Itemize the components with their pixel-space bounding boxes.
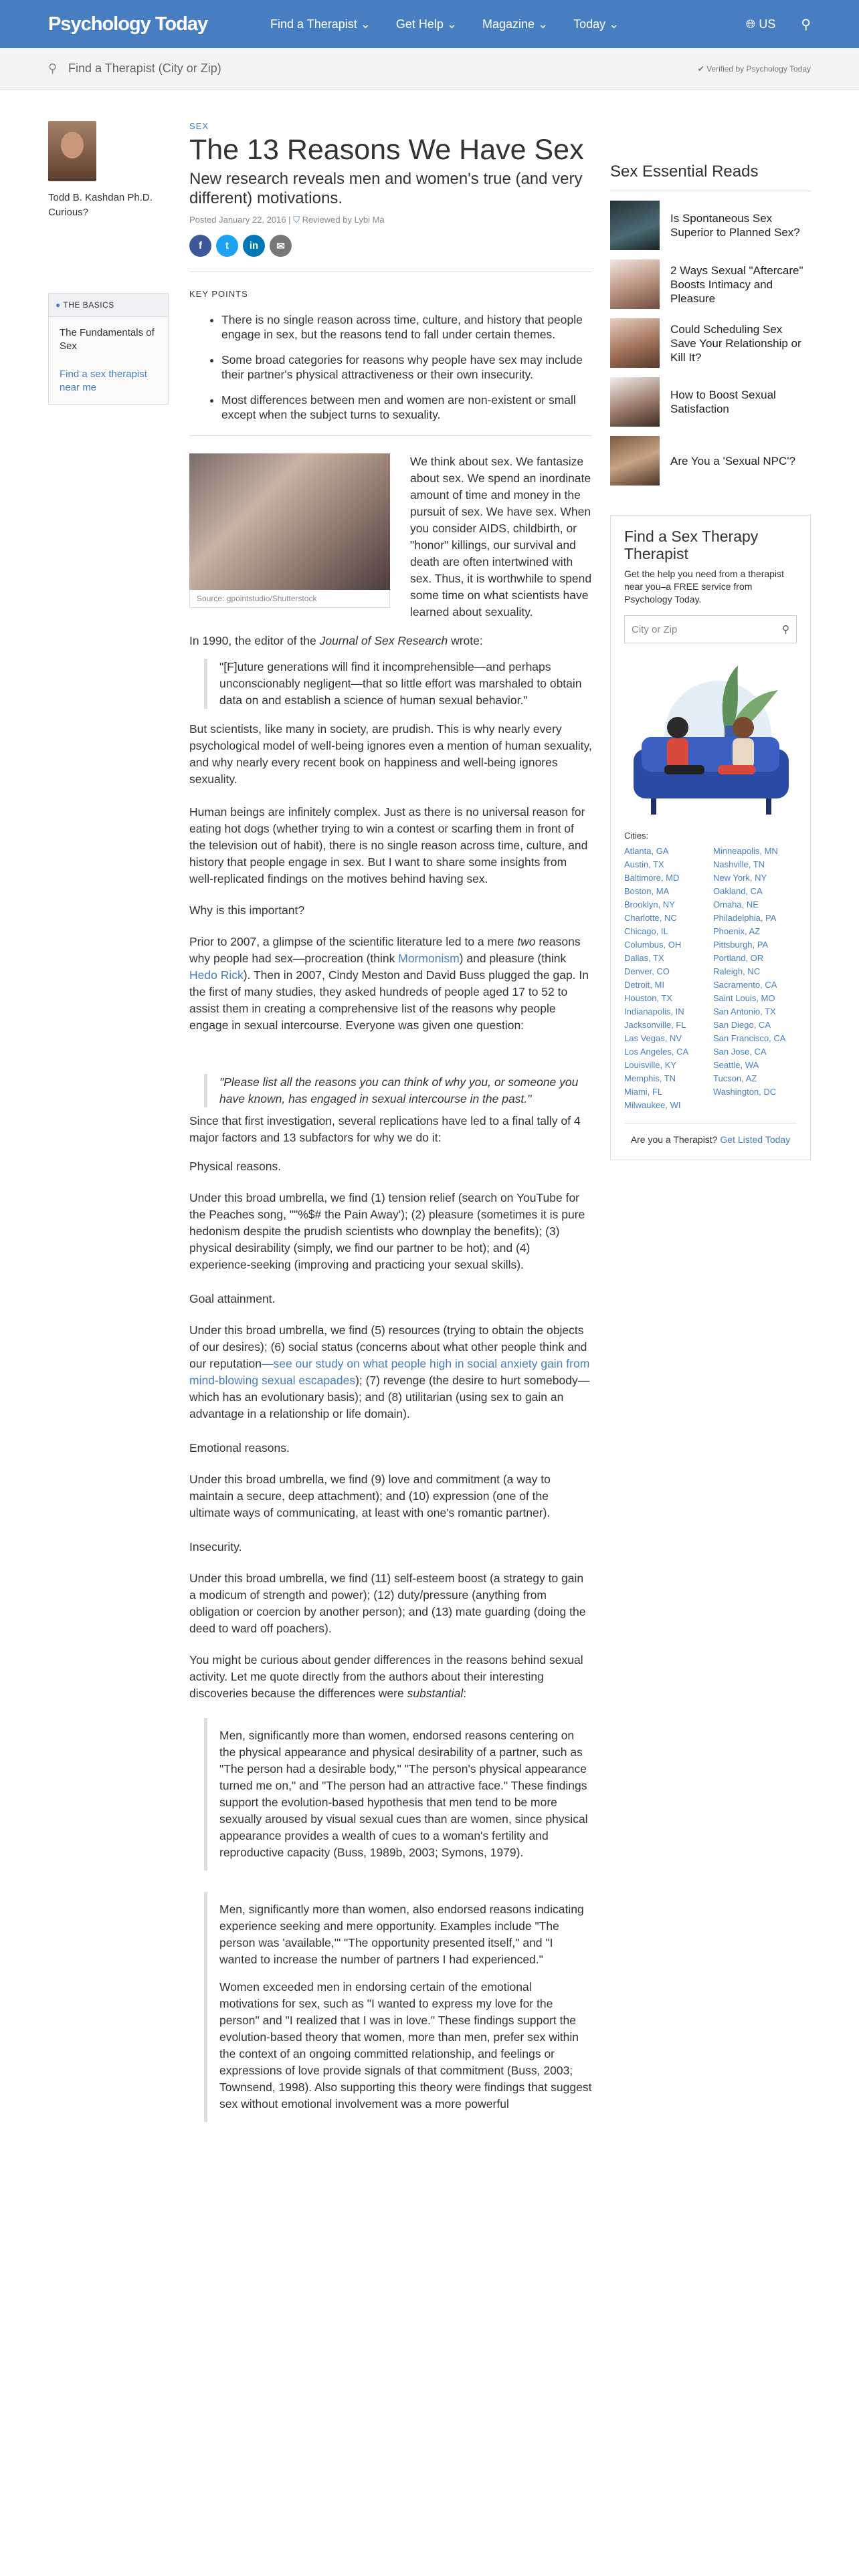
city-link[interactable]: San Francisco, CA — [713, 1033, 786, 1043]
article-meta: Posted January 22, 2016 | ⛉ Reviewed by Lybi Ma — [189, 215, 385, 225]
reviewed-by: Reviewed by Lybi Ma — [302, 215, 385, 225]
therapist-cta — [624, 1123, 797, 1146]
text: In 1990, the editor of the — [189, 634, 320, 647]
essential-read-item[interactable] — [610, 201, 811, 250]
divider — [189, 435, 592, 436]
therapist-search-bar — [0, 48, 859, 90]
read-title: 2 Ways Sexual "Aftercare" Boosts Intimacy and Pleasure — [670, 263, 803, 305]
key-points-heading: KEY POINTS — [189, 289, 248, 299]
essential-read-item[interactable] — [610, 377, 811, 427]
info-icon: ● — [56, 300, 61, 310]
city-link[interactable]: Miami, FL — [624, 1087, 663, 1097]
region-label: US — [759, 17, 776, 31]
blog-name[interactable]: Curious? — [48, 207, 89, 218]
article — [189, 121, 592, 2122]
key-point: • There is no single reason across time, culture, and history that people engage in sex, but the reasons tend to fall under certain themes. — [221, 312, 592, 342]
city-link[interactable]: Raleigh, NC — [713, 966, 761, 976]
city-link[interactable]: Pittsburgh, PA — [713, 940, 769, 950]
read-title: Could Scheduling Sex Save Your Relationship or Kill It? — [670, 322, 801, 364]
search-icon[interactable]: ⚲ — [782, 624, 789, 635]
essential-reads-heading: Sex Essential Reads — [610, 163, 811, 191]
section-heading: Physical reasons. — [189, 1160, 282, 1173]
city-link[interactable]: Boston, MA — [624, 886, 670, 896]
city-zip-input[interactable] — [624, 615, 797, 643]
journal-name: Journal of Sex Research — [319, 634, 448, 647]
read-title: Are You a 'Sexual NPC'? — [670, 454, 795, 467]
text: You might be curious about gender differences in the reasons behind sexual activity. Let me quote directly from the authors about their interesting discoveries because the differences were — [189, 1653, 583, 1700]
city-link[interactable]: Austin, TX — [624, 859, 664, 869]
essential-read-item[interactable] — [610, 259, 811, 309]
nav-today[interactable]: Today ⌄ — [573, 17, 619, 31]
author-name[interactable]: Todd B. Kashdan Ph.D. — [48, 192, 153, 203]
top-navigation-bar — [0, 0, 859, 48]
key-point: • Some broad categories for reasons why people have sex may include their partner's physical attractiveness or their own insecurity. — [221, 352, 592, 382]
read-thumbnail — [610, 318, 660, 368]
nav-get-help[interactable]: Get Help ⌄ — [395, 17, 457, 31]
basics-box — [48, 293, 169, 405]
city-link[interactable]: Charlotte, NC — [624, 913, 677, 923]
blockquote — [204, 1892, 592, 2122]
email-icon[interactable]: ✉︎ — [270, 235, 292, 257]
key-point: • Most differences between men and women are non-existent or small except when the subject turns to sexuality. — [221, 393, 592, 422]
city-link[interactable]: Washington, DC — [713, 1087, 777, 1097]
article-figure — [189, 453, 390, 608]
therapist-question: Are you a Therapist? — [630, 1134, 718, 1145]
verified-text: Verified by Psychology Today — [706, 64, 811, 74]
text: wrote: — [448, 634, 483, 647]
text: ) and pleasure (think — [459, 952, 567, 965]
author-avatar[interactable] — [48, 121, 96, 181]
read-thumbnail — [610, 377, 660, 427]
city-link[interactable]: Las Vegas, NV — [624, 1033, 682, 1043]
paragraph: But scientists, like many in society, are prudish. This is why nearly every psychological model of well-being ignores even a mention of human sexuality, and why nearly every recent book on happiness and well-being ignores sexuality. — [189, 722, 592, 786]
quote-paragraph: Women exceeded men in endorsing certain of the emotional motivations for sex, such as "I wanted to express my love for the person" and "I realized that I was in love." These findings support the evolution-based theory that women, more than men, prefer sex within the context of an ongoing committed relationship, and feelings or expressions of love provide signals of that commitment (Buss, 2003; Townsend, 1998). Also supporting this theory were findings that suggest sex without emotional involvement was a more powerful — [219, 1980, 592, 2111]
section-heading: Emotional reasons. — [189, 1441, 290, 1455]
site-logo[interactable]: Psychology Today — [48, 13, 208, 35]
read-thumbnail — [610, 436, 660, 486]
section-heading: Insecurity. — [189, 1540, 242, 1553]
blockquote: "Please list all the reasons you can think of why you, or someone you have known, has engaged in sexual intercourse in the past." — [204, 1074, 592, 1107]
paragraph — [189, 633, 592, 649]
read-title: Is Spontaneous Sex Superior to Planned Sex? — [670, 212, 800, 239]
region-selector[interactable] — [746, 17, 775, 31]
paragraph: Human beings are infinitely complex. Just as there is no universal reason for eating hot dogs (whether trying to win a contest or scarfing them in front of the television out of habit), there is no single reason across time, culture, and history that people engage in sex. But I want to share some insights from well-replicated findings on the motives behind having sex. — [189, 805, 588, 885]
section-heading: Goal attainment. — [189, 1292, 276, 1305]
text: reasons why people had sex—procreation (think — [189, 935, 581, 965]
facebook-icon[interactable]: f — [189, 235, 211, 257]
blockquote: "[F]uture generations will find it incomprehensible—and perhaps unconscionably negligent—that so little effort was marshaled to obtain data on and establish a science of human sexual behavior." — [204, 659, 592, 709]
blockquote: Men, significantly more than women, endorsed reasons centering on the physical appearance and physical desirability of a partner, such as "The person had a desirable body," "The person's physical appearance turned me on," and "The person had an attractive face." These findings support the evolution-based hypothesis that men tend to be more sexually aroused by visual sexual cues than are women, since physical appearance provides a wealth of cues to a woman's fertility and reproductive capacity (Buss, 1989b, 2003; Symons, 1979). — [204, 1718, 592, 1870]
paragraph: We think about sex. We fantasize about sex. We spend an inordinate amount of time and money in the pursuit of sex. We have sex. When you consider AIDS, childbirth, or "honor" killings, our survival and death are often intertwined with sex. Thus, it is worthwhile to spend some time on what scientists have learned about sexuality. — [410, 455, 592, 619]
city-link[interactable]: San Antonio, TX — [713, 1006, 776, 1016]
search-icon[interactable]: ⚲ — [801, 17, 811, 32]
city-link[interactable]: Dallas, TX — [624, 953, 664, 963]
get-listed-link[interactable]: Get Listed Today — [720, 1134, 791, 1145]
essential-read-item[interactable] — [610, 318, 811, 368]
basics-heading-text: THE BASICS — [63, 300, 114, 310]
therapy-illustration — [624, 655, 797, 823]
article-subtitle: New research reveals men and women's true (and very different) motivations. — [189, 170, 583, 207]
posted-date: Posted January 22, 2016 — [189, 215, 286, 225]
city-link[interactable]: New York, NY — [713, 873, 767, 883]
find-sex-therapist-link[interactable]: Find a sex therapist near me — [60, 368, 147, 393]
mormonism-link[interactable]: Mormonism — [398, 952, 460, 965]
author-card — [48, 121, 169, 220]
text: Prior to 2007, a glimpse of the scientific literature led to a mere — [189, 935, 518, 948]
input-placeholder: City or Zip — [632, 624, 678, 635]
city-list — [624, 845, 797, 1112]
city-link[interactable]: Nashville, TN — [713, 859, 765, 869]
city-link[interactable]: Louisville, KY — [624, 1060, 677, 1070]
paragraph — [189, 1322, 592, 1422]
city-link[interactable]: Baltimore, MD — [624, 873, 680, 883]
key-points-list — [189, 312, 592, 422]
city-link[interactable]: Omaha, NE — [713, 899, 759, 909]
city-link[interactable]: Detroit, MI — [624, 980, 664, 990]
city-link[interactable]: Phoenix, AZ — [713, 926, 761, 936]
text: two — [517, 935, 536, 948]
city-link[interactable]: Denver, CO — [624, 966, 670, 976]
main-nav — [270, 17, 619, 31]
paragraph — [189, 1652, 592, 1702]
cities-label: Cities: — [624, 831, 649, 841]
therapy-subtitle: Get the help you need from a therapist near you–a FREE service from Psychology Today. — [624, 568, 784, 605]
linkedin-icon[interactable]: in — [243, 235, 265, 257]
city-link[interactable]: Columbus, OH — [624, 940, 682, 950]
basics-heading — [49, 294, 168, 317]
basics-item[interactable]: The Fundamentals of Sex — [60, 327, 155, 352]
city-link[interactable]: Milwaukee, WI — [624, 1100, 681, 1110]
city-link[interactable]: Tucson, AZ — [713, 1073, 757, 1083]
city-link[interactable]: San Jose, CA — [713, 1047, 767, 1057]
share-buttons — [189, 235, 592, 257]
city-link[interactable]: Minneapolis, MN — [713, 846, 778, 856]
city-link[interactable]: Sacramento, CA — [713, 980, 777, 990]
city-link[interactable]: Philadelphia, PA — [713, 913, 777, 923]
find-therapist-box — [610, 515, 811, 1160]
check-icon: ✔︎ — [697, 64, 704, 74]
read-thumbnail — [610, 259, 660, 309]
article-photo — [189, 453, 390, 590]
text: : — [463, 1687, 467, 1700]
header-utilities — [746, 16, 811, 33]
therapy-heading: Find a Sex Therapy Therapist — [624, 528, 759, 562]
therapist-search-input[interactable]: Find a Therapist (City or Zip) — [68, 62, 221, 75]
text: substantial — [407, 1687, 464, 1700]
read-title: How to Boost Sexual Satisfaction — [670, 389, 776, 415]
article-tag[interactable]: SEX — [189, 121, 209, 131]
paragraph: Under this broad umbrella, we find (9) love and commitment (a way to maintain a secure, deep attachment); and (10) expression (one of the ultimate ways of communicating, at least with one's romantic partner). — [189, 1473, 551, 1519]
city-link[interactable]: Chicago, IL — [624, 926, 668, 936]
text: ); (7) revenge (the desire to hurt somebody—which has an evolutionary basis); and (8) utilitarian (using sex to gain an advantage in a relationship or life domain). — [189, 1374, 590, 1420]
paragraph: Under this broad umbrella, we find (11) self-esteem boost (a strategy to gain a modicum of strength and power); (12) duty/pressure (anything from obligation or coercion by another person); and (13) mate guarding (doing the deed to ward off poachers). — [189, 1572, 586, 1635]
city-link[interactable]: Houston, TX — [624, 993, 673, 1003]
city-link[interactable]: Jacksonville, FL — [624, 1020, 686, 1030]
section-heading: Why is this important? — [189, 903, 305, 917]
search-icon: ⚲ — [48, 62, 58, 75]
city-link[interactable]: Portland, OR — [713, 953, 764, 963]
photo-caption: Source: gpointstudio/Shutterstock — [189, 590, 390, 608]
globe-icon: 🌐︎ — [745, 17, 756, 31]
city-link[interactable]: Saint Louis, MO — [713, 993, 775, 1003]
paragraph: Since that first investigation, several replications have led to a final tally of 4 major factors and 13 subfactors for why we do it: — [189, 1114, 581, 1144]
paragraph: Under this broad umbrella, we find (1) tension relief (search on YouTube for the Peaches song, ""%$# the Pain Away'); (2) pleasure (sometimes it is pure hedonism despite the prudish scientists who downplay the benefits); (3) physical desirability (simply, we find our partner to be hot); and (4) experience-seeking (improving and practicing your sexual skills). — [189, 1191, 585, 1271]
text: ). Then in 2007, Cindy Meston and David Buss plugged the gap. In the first of many studies, they asked hundreds of people aged 17 to 52 to assist them in creating a comprehensive list of the reasons why people engage in sexual intercourse. Everyone was given one question: — [189, 968, 589, 1032]
text: Under this broad umbrella, we find (5) resources (trying to obtain the objects of our desires); (6) social status (concerns about what other people think and our reputation — [189, 1323, 587, 1370]
city-link[interactable]: Los Angeles, CA — [624, 1047, 689, 1057]
read-thumbnail — [610, 201, 660, 250]
paragraph — [189, 934, 592, 1034]
sidebar — [610, 121, 811, 1160]
quote-paragraph: Men, significantly more than women, also endorsed reasons indicating experience seeking and mere opportunity. Examples include "The person was 'available,'" "The opportunity presented itself," and "I wanted to increase the number of partners I had experienced." — [219, 1903, 584, 1966]
city-link[interactable]: Atlanta, GA — [624, 846, 669, 856]
nav-find-therapist[interactable]: Find a Therapist ⌄ — [270, 17, 371, 31]
shield-icon: ⛉ — [293, 215, 300, 225]
twitter-icon[interactable]: t — [216, 235, 238, 257]
hedo-rick-link[interactable]: Hedo Rick — [189, 968, 244, 982]
city-link[interactable]: Seattle, WA — [713, 1060, 759, 1070]
city-link[interactable]: Brooklyn, NY — [624, 899, 675, 909]
nav-magazine[interactable]: Magazine ⌄ — [482, 17, 549, 31]
city-link[interactable]: San Diego, CA — [713, 1020, 771, 1030]
essential-read-item[interactable] — [610, 436, 811, 486]
article-title: The 13 Reasons We Have Sex — [189, 134, 584, 166]
social-anxiety-study-link[interactable]: —see our study on what people high in social anxiety gain from mind-blowing sexual escapades — [189, 1357, 590, 1387]
city-link — [713, 1099, 797, 1112]
city-link[interactable]: Oakland, CA — [713, 886, 763, 896]
city-link[interactable]: Memphis, TN — [624, 1073, 676, 1083]
city-link[interactable]: Indianapolis, IN — [624, 1006, 684, 1016]
verified-badge — [698, 64, 811, 74]
